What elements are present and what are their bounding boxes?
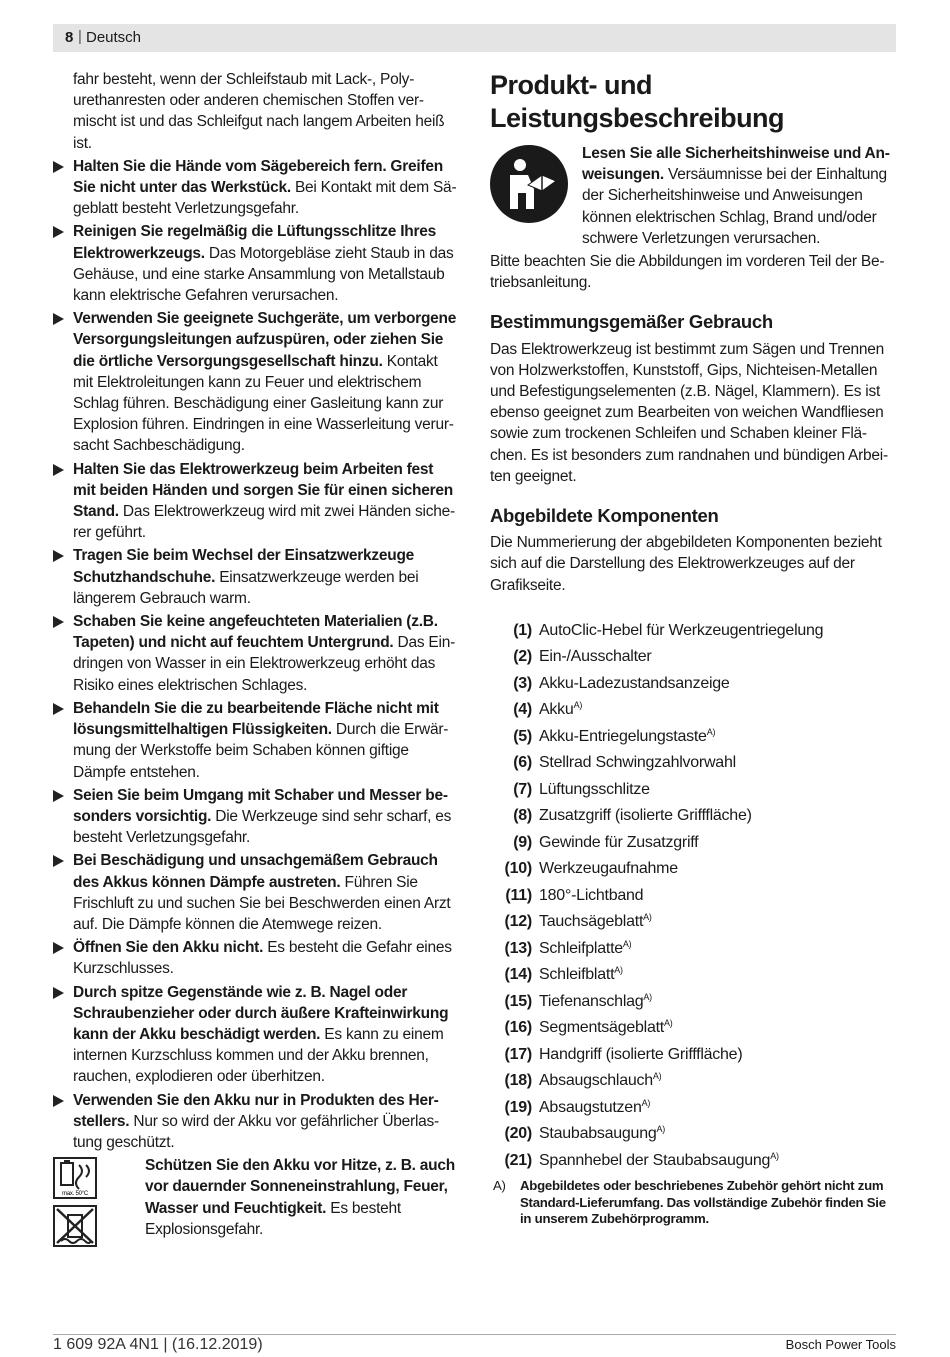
components-intro: Die Nummerierung der abgebildeten Komponenten bezieht sich auf die Darstellung des Elektrowerkzeuges auf der Grafikseite. — [490, 534, 882, 594]
max-temp-label: max. 50°C — [62, 1191, 88, 1198]
footer-doc-number: 1 609 92A 4N1 | (16.12.2019) — [53, 1336, 263, 1353]
bullet-arrow-icon — [53, 942, 64, 954]
component-footnote-ref: A) — [614, 965, 623, 976]
intro-continuation: fahr besteht, wenn der Schleifstaub mit Lack-, Polyurethanresten oder anderen chemischen Stoffen vermischt ist und das Schleifgut nach langem Arbeiten heiß ist. — [73, 71, 445, 152]
warning-icons — [53, 1157, 97, 1253]
component-number: (11) — [505, 886, 532, 904]
safety-bullet — [53, 850, 458, 935]
component-number: (8) — [513, 807, 532, 825]
bullet-bold: Reinigen Sie regelmäßig die Lüftungsschlitze Ihres Elektrowerkzeugs. — [73, 223, 437, 262]
component-footnote-ref: A) — [643, 991, 652, 1002]
component-number: (17) — [504, 1045, 532, 1063]
component-number: (16) — [504, 1019, 532, 1037]
component-number: (15) — [504, 992, 532, 1010]
component-label: Lüftungsschlitze — [539, 780, 650, 798]
read-instructions-block — [490, 143, 890, 249]
safety-bullet — [53, 937, 458, 979]
component-number: (12) — [504, 913, 532, 931]
component-number: (5) — [513, 727, 532, 745]
footnote — [490, 1178, 890, 1228]
component-label: Werkzeugaufnahme — [539, 860, 678, 878]
component-number: (2) — [513, 648, 532, 666]
safety-bullets — [53, 156, 458, 1153]
component-number: (3) — [513, 674, 532, 692]
battery-warning — [53, 1155, 458, 1240]
component-footnote-ref: A) — [643, 912, 652, 923]
component-item — [490, 1095, 890, 1122]
bullet-text: Durch die Erwärmung der Werkstoffe beim Schaben können giftige Dämpfe entstehen. — [73, 721, 449, 781]
component-item — [490, 697, 890, 724]
component-label: Zusatzgriff (isolierte Grifffläche) — [539, 807, 752, 825]
component-number: (18) — [504, 1072, 532, 1090]
bullet-bold: Tragen Sie beim Wechsel der Einsatzwerkzeuge Schutzhandschuhe. — [73, 547, 415, 586]
component-number: (7) — [513, 780, 532, 798]
bullet-text: Einsatzwerkzeuge werden bei längerem Gebrauch warm. — [73, 568, 419, 607]
component-item — [490, 618, 890, 645]
component-footnote-ref: A) — [573, 700, 583, 711]
component-label: Stellrad Schwingzahlvorwahl — [539, 754, 736, 772]
component-number: (1) — [513, 621, 532, 639]
bullet-bold: Durch spitze Gegenstände wie z. B. Nagel oder Schraubenzieher oder durch äußere Krafteinwirkung kann der Akku beschädigt werden. — [73, 983, 449, 1043]
component-label: Akku-Ladezustandsanzeige — [539, 674, 730, 692]
safety-bullet — [53, 308, 458, 456]
component-label: Staubabsaugung — [539, 1125, 657, 1143]
bullet-bold: Halten Sie die Hände vom Sägebereich fern. Greifen Sie nicht unter das Werkstück. — [73, 157, 443, 197]
component-footnote-ref: A) — [641, 1097, 651, 1108]
bullet-text: Das Elektrowerkzeug wird mit zwei Händen sicherer geführt. — [73, 503, 456, 542]
component-item — [490, 1015, 890, 1042]
use-heading: Bestimmungsgemäßer Gebrauch — [490, 311, 773, 333]
component-item — [490, 830, 890, 857]
component-label: Ein-/Ausschalter — [539, 648, 652, 666]
bullet-arrow-icon — [53, 987, 64, 999]
read-manual-icon — [490, 145, 568, 223]
component-number: (9) — [513, 833, 532, 851]
component-item — [490, 1148, 890, 1175]
safety-bullet — [53, 982, 458, 1088]
bullet-arrow-icon — [53, 855, 64, 867]
bullet-arrow-icon — [53, 464, 64, 476]
safety-bullet — [53, 459, 458, 544]
bullet-text: Es besteht die Gefahr eines Kurzschlusses. — [73, 939, 452, 978]
component-label: Absaugschlauch — [539, 1072, 653, 1090]
component-label: Akku-Entriegelungstaste — [539, 727, 707, 745]
component-label: Schleifblatt — [539, 966, 615, 984]
read-bold: Lesen Sie alle Sicherheitshinweise und Anweisungen. — [582, 145, 890, 184]
component-footnote-ref: A) — [656, 1124, 665, 1135]
bullet-bold: Seien Sie beim Umgang mit Schaber und Messer besonders vorsichtig. — [73, 786, 449, 825]
component-number: (14) — [504, 966, 532, 984]
bullet-bold: Schaben Sie keine angefeuchteten Materialien (z.B. Tapeten) und nicht auf feuchtem Untergrund. — [73, 613, 438, 652]
component-label: Spannhebel der Staubabsaugung — [539, 1151, 771, 1169]
bullet-arrow-icon — [53, 703, 64, 715]
bullet-text: Nur so wird der Akku vor gefährlicher Überlastung geschützt. — [73, 1112, 440, 1151]
bullet-text: Die Werkzeuge sind sehr scharf, es besteht Verletzungsgefahr. — [73, 807, 452, 847]
component-footnote-ref: A) — [706, 726, 716, 737]
bullet-bold: Bei Beschädigung und unsachgemäßem Gebrauch des Akkus können Dämpfe austreten. — [73, 852, 438, 891]
right-column — [490, 69, 890, 1228]
component-number: (20) — [504, 1125, 532, 1143]
component-footnote-ref: A) — [652, 1071, 662, 1082]
header-separator: | — [78, 28, 82, 45]
component-footnote-ref: A) — [770, 1150, 779, 1161]
bullet-arrow-icon — [53, 1095, 64, 1107]
safety-bullet — [53, 611, 458, 696]
bullet-arrow-icon — [53, 313, 64, 325]
component-label: 180°-Lichtband — [539, 886, 644, 904]
bullet-bold: Halten Sie das Elektrowerkzeug beim Arbeiten fest mit beiden Händen und sorgen Sie für einen sicheren Stand. — [73, 460, 453, 521]
component-label: AutoClic-Hebel für Werkzeugentriegelung — [539, 621, 824, 639]
component-number: (10) — [504, 860, 532, 878]
bullet-arrow-icon — [53, 550, 64, 562]
component-item — [490, 962, 890, 989]
bullet-text: Führen Sie Frischluft zu und suchen Sie bei Beschwerden einen Arzt auf. Die Dämpfe können die Atemwege reizen. — [73, 873, 451, 933]
footnote-mark: A) — [493, 1178, 506, 1194]
page-number: 8 — [65, 29, 74, 46]
components-list — [490, 618, 890, 1175]
component-label: Tauchsägeblatt — [539, 913, 644, 931]
safety-bullet — [53, 785, 458, 849]
safety-bullet — [53, 545, 458, 609]
component-item — [490, 1068, 890, 1095]
component-item — [490, 724, 890, 751]
warning-bold: Schützen Sie den Akku vor Hitze, z. B. auch vor dauernder Sonneneinstrahlung, Feuer, Wasser und Feuchtigkeit. — [145, 1157, 455, 1217]
figures-note: Bitte beachten Sie die Abbildungen im vorderen Teil der Betriebsanleitung. — [490, 253, 885, 292]
bullet-arrow-icon — [53, 226, 64, 238]
component-label: Absaugstutzen — [539, 1098, 642, 1116]
bullet-arrow-icon — [53, 790, 64, 802]
bullet-bold: Behandeln Sie die zu bearbeitende Fläche nicht mit lösungsmittelhaltigen Flüssigkeiten. — [73, 699, 439, 739]
bullet-text: Bei Kontakt mit dem Sägeblatt besteht Verletzungsgefahr. — [73, 179, 457, 218]
safety-bullet — [53, 698, 458, 783]
component-number: (19) — [504, 1098, 532, 1116]
bullet-text: Das Motorgebläse zieht Staub in das Gehäuse, und eine starke Ansammlung von Metallstaub kann elektrische Gefahren verursachen. — [73, 244, 454, 305]
component-item — [490, 936, 890, 963]
bullet-arrow-icon — [53, 161, 64, 173]
component-number: (4) — [513, 701, 532, 719]
component-label: Tiefenanschlag — [539, 992, 644, 1010]
component-item — [490, 803, 890, 830]
read-text: Versäumnisse bei der Einhaltung der Sicherheitshinweise und Anweisungen können elektrischen Schlag, Brand und/oder schwere Verletzungen verursachen. — [582, 166, 887, 247]
footer-brand: Bosch Power Tools — [785, 1337, 896, 1352]
component-label: Gewinde für Zusatzgriff — [539, 833, 699, 851]
safety-bullet — [53, 221, 458, 306]
component-item — [490, 644, 890, 671]
component-item — [490, 989, 890, 1016]
bullet-arrow-icon — [53, 616, 64, 628]
component-footnote-ref: A) — [663, 1018, 673, 1029]
use-text: Das Elektrowerkzeug ist bestimmt zum Sägen und Trennen von Holzwerkstoffen, Kunststoff, Gips, Nichteisen-Metallen und Befestigungselementen (z.B. Nägel, Klammern). Es ist ebenso geeignet zum Bearbeiten von weichen Wandfliesen sowie zum trockenen Schleifen und Schaben kleiner Flächen. Es ist besonders zum randnahen und bündigen Arbeiten geeignet. — [490, 340, 889, 485]
component-label: Segmentsägeblatt — [539, 1019, 664, 1037]
footnote-text: Abgebildetes oder beschriebenes Zubehör gehört nicht zum Standard-Lieferumfang. Das vollständige Zubehör finden Sie in unserem Zubehörprogramm. — [520, 1178, 886, 1227]
component-label: Handgriff (isolierte Grifffläche) — [539, 1045, 743, 1063]
header-language: Deutsch — [86, 29, 142, 46]
component-number: (13) — [504, 939, 532, 957]
page-header — [53, 24, 896, 52]
component-number: (21) — [504, 1151, 532, 1169]
bullet-bold: Öffnen Sie den Akku nicht. — [73, 939, 264, 957]
bullet-text: Kontakt mit Elektroleitungen kann zu Feuer und elektrischem Schlag führen. Beschädigung einer Gasleitung kann zur Explosion führen. Eindringen in eine Wasserleitung verursacht Sachbeschädigung. — [73, 352, 454, 455]
components-heading: Abgebildete Komponenten — [490, 505, 719, 527]
component-item — [490, 1042, 890, 1069]
bullet-text: Es kann zu einem internen Kurzschluss kommen und der Akku brennen, rauchen, explodieren oder überhitzen. — [73, 1025, 444, 1086]
left-column — [53, 69, 458, 1240]
bullet-bold: Verwenden Sie den Akku nur in Produkten des Herstellers. — [73, 1091, 439, 1130]
no-water-icon — [53, 1205, 97, 1247]
battery-heat-icon — [53, 1157, 97, 1199]
section-title: Produkt- und Leistungsbeschreibung — [490, 70, 785, 133]
component-label: Akku — [539, 701, 574, 719]
safety-bullet — [53, 156, 458, 220]
component-item — [490, 750, 890, 777]
component-item — [490, 909, 890, 936]
safety-bullet — [53, 1090, 458, 1154]
component-item — [490, 777, 890, 804]
footer-divider — [53, 1334, 896, 1335]
component-item — [490, 671, 890, 698]
component-footnote-ref: A) — [622, 938, 632, 949]
component-label: Schleifplatte — [539, 939, 623, 957]
component-item — [490, 883, 890, 910]
component-number: (6) — [513, 754, 532, 772]
warning-text: Es besteht Explosionsgefahr. — [145, 1199, 401, 1238]
bullet-bold: Verwenden Sie geeignete Suchgeräte, um verborgene Versorgungsleitungen aufzuspüren, oder ziehen Sie die örtliche Versorgungsgesellschaft hinzu. — [73, 310, 457, 370]
component-item — [490, 856, 890, 883]
bullet-text: Das Eindringen von Wasser in ein Elektrowerkzeug erhöht das Risiko eines elektrischen Schlages. — [73, 634, 456, 694]
component-item — [490, 1121, 890, 1148]
